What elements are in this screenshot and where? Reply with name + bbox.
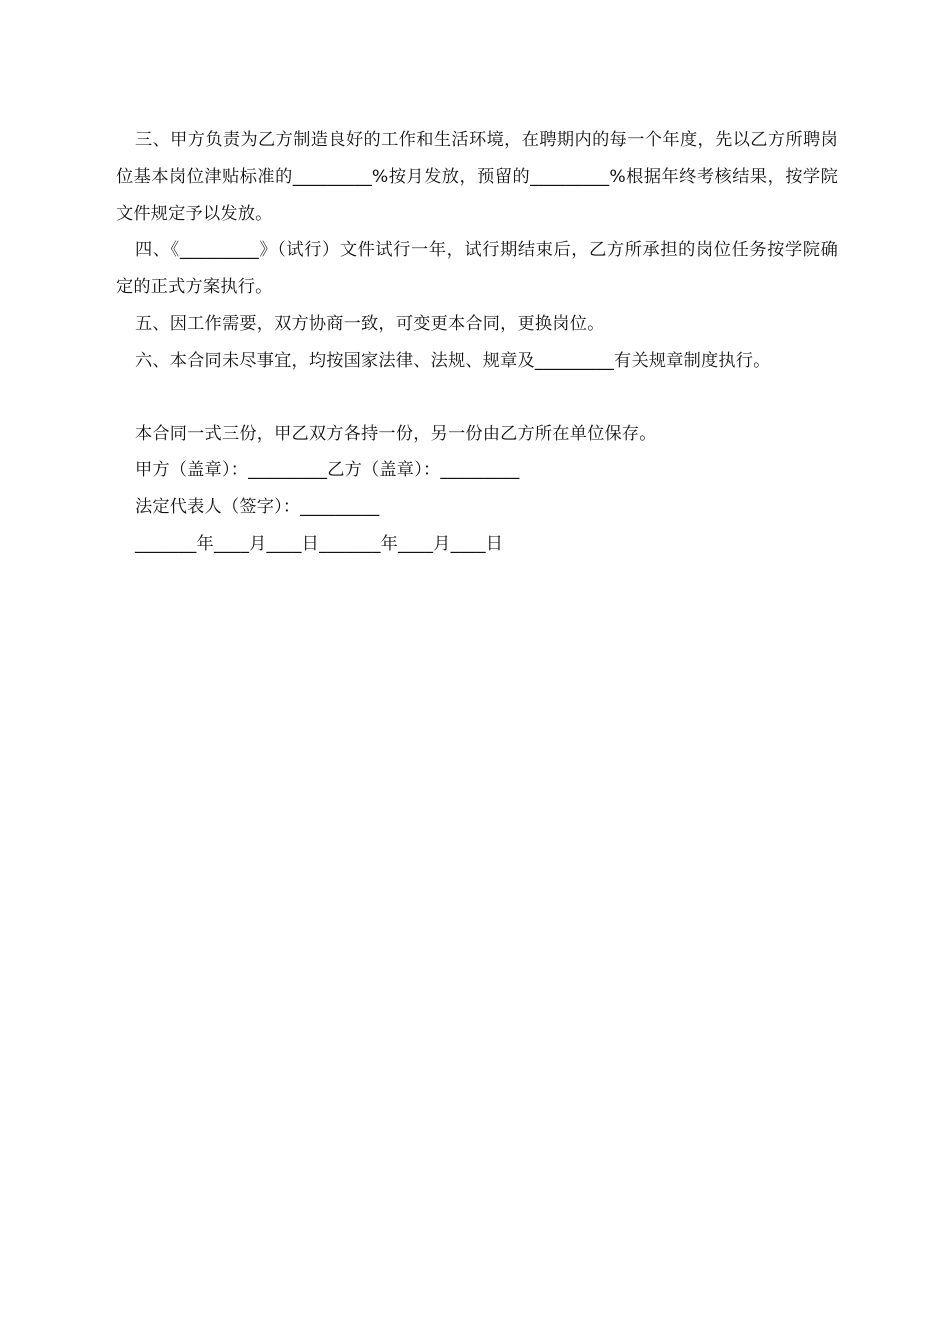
clause-six: 六、本合同未尽事宜，均按国家法律、法规、规章及_________有关规章制度执行。	[135, 350, 771, 371]
party-seal-line: 甲方（盖章）：_________乙方（盖章）：_________	[135, 460, 520, 481]
clause-four: 四、《_________》（试行）文件试行一年，试行期结束后，乙方所承担的岗位任务按学院确定的正式方案执行。	[116, 240, 838, 298]
paragraph-spacer	[116, 380, 838, 416]
legal-representative-line: 法定代表人（签字）：_________	[135, 497, 380, 518]
copies-note: 本合同一式三份，甲乙双方各持一份，另一份由乙方所在单位保存。	[135, 423, 657, 444]
clause-three: 三、甲方负责为乙方制造良好的工作和生活环境，在聘期内的每一个年度，先以乙方所聘岗位基本岗位津贴标准的_________%按月发放，预留的_________%根据年终考核结果，按学院文件规定予以发放。	[116, 130, 838, 224]
contract-body	[116, 122, 838, 563]
clause-five: 五、因工作需要，双方协商一致，可变更本合同，更换岗位。	[135, 313, 605, 334]
signing-date-line: _______年____月____日_______年____月____日	[135, 533, 504, 554]
